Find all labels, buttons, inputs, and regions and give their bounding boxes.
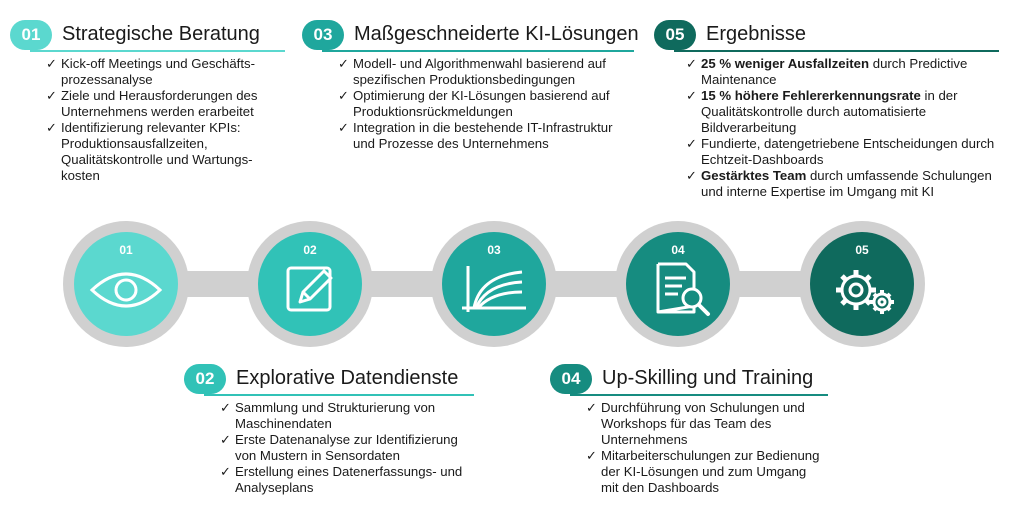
step-01-underline bbox=[30, 50, 285, 52]
step-01-circle-number: 01 bbox=[119, 243, 133, 257]
step-04-underline bbox=[570, 394, 828, 396]
growth-curves-icon bbox=[442, 232, 546, 336]
check-icon: ✓ bbox=[338, 88, 349, 103]
list-item: ✓ Fundierte, datengetriebene Entscheidungen durch Echtzeit-Dashboards bbox=[686, 136, 995, 167]
step-04-block bbox=[550, 364, 840, 496]
step-05-list bbox=[686, 56, 1014, 200]
list-item: ✓ Optimierung der KI-Lösungen basierend auf Produktionsrückmeldungen bbox=[338, 88, 610, 119]
step-03-block bbox=[302, 20, 642, 152]
step-04-badge: 04 bbox=[550, 364, 592, 394]
step-03-badge: 03 bbox=[302, 20, 344, 50]
step-02-ring bbox=[247, 221, 373, 347]
list-item: ✓ Sammlung und Strukturierung von Maschinendaten bbox=[220, 400, 436, 431]
check-icon: ✓ bbox=[338, 56, 349, 71]
step-03-circle bbox=[442, 232, 546, 336]
step-02-block bbox=[184, 364, 484, 496]
step-01-badge: 01 bbox=[10, 20, 52, 50]
list-item: ✓ Durchführung von Schulungen und Workshops für das Team des Unternehmens bbox=[586, 400, 805, 447]
pencil-document-icon bbox=[258, 232, 362, 336]
list-item: ✓ Kick-off Meetings und Geschäfts-prozessanalyse bbox=[46, 56, 255, 87]
step-05-circle bbox=[810, 232, 914, 336]
check-icon: ✓ bbox=[46, 56, 57, 71]
step-03-list bbox=[338, 56, 623, 152]
list-item: ✓ 25 % weniger Ausfallzeiten durch Predictive Maintenance bbox=[686, 56, 968, 87]
check-icon: ✓ bbox=[686, 88, 697, 103]
check-icon: ✓ bbox=[220, 432, 231, 447]
step-04-circle bbox=[626, 232, 730, 336]
check-icon: ✓ bbox=[338, 120, 349, 135]
check-icon: ✓ bbox=[46, 120, 57, 135]
list-item: ✓ Integration in die bestehende IT-Infrastruktur und Prozesse des Unternehmens bbox=[338, 120, 613, 151]
eye-icon bbox=[74, 232, 178, 336]
check-icon: ✓ bbox=[686, 168, 697, 183]
step-05-ring bbox=[799, 221, 925, 347]
step-02-badge: 02 bbox=[184, 364, 226, 394]
step-02-circle bbox=[258, 232, 362, 336]
step-04-ring bbox=[615, 221, 741, 347]
step-01-circle bbox=[74, 232, 178, 336]
list-item: ✓ Ziele und Herausforderungen des Unternehmens werden erarbeitet bbox=[46, 88, 258, 119]
step-01-list bbox=[46, 56, 271, 184]
list-item: ✓ 15 % höhere Fehlererkennungsrate in der Qualitätskontrolle durch automatisierte Bildverarbeitung bbox=[686, 88, 958, 135]
check-icon: ✓ bbox=[586, 448, 597, 463]
step-02-circle-number: 02 bbox=[303, 243, 317, 257]
step-01-block bbox=[10, 20, 280, 184]
check-icon: ✓ bbox=[220, 464, 231, 479]
step-03-title: Maßgeschneiderte KI-Lösungen bbox=[354, 23, 639, 45]
step-02-title: Explorative Datendienste bbox=[236, 367, 459, 389]
step-04-title: Up-Skilling und Training bbox=[602, 367, 814, 389]
check-icon: ✓ bbox=[220, 400, 231, 415]
step-04-circle-number: 04 bbox=[671, 243, 685, 257]
list-item: ✓ Identifizierung relevanter KPIs: Produktionsausfallzeiten, Qualitätskontrolle und Wartungs-kosten bbox=[46, 120, 253, 183]
step-03-circle-number: 03 bbox=[487, 243, 501, 257]
step-03-underline bbox=[322, 50, 634, 52]
check-icon: ✓ bbox=[686, 56, 697, 71]
check-icon: ✓ bbox=[586, 400, 597, 415]
step-01-title: Strategische Beratung bbox=[62, 23, 260, 45]
gears-icon bbox=[810, 232, 914, 336]
check-icon: ✓ bbox=[46, 88, 57, 103]
step-05-badge: 05 bbox=[654, 20, 696, 50]
step-02-underline bbox=[204, 394, 474, 396]
step-01-ring bbox=[63, 221, 189, 347]
list-item: ✓ Mitarbeiterschulungen zur Bedienung der KI-Lösungen und zum Umgang mit den Dashboards bbox=[586, 448, 820, 495]
step-04-list bbox=[586, 400, 826, 496]
list-item: ✓ Modell- und Algorithmenwahl basierend auf spezifischen Produktionsbedingungen bbox=[338, 56, 606, 87]
list-item: ✓ Erstellung eines Datenerfassungs- und Analyseplans bbox=[220, 464, 463, 495]
step-05-block bbox=[654, 20, 1014, 200]
check-icon: ✓ bbox=[686, 136, 697, 151]
document-search-icon bbox=[626, 232, 730, 336]
step-03-ring bbox=[431, 221, 557, 347]
step-02-list bbox=[220, 400, 470, 496]
step-05-circle-number: 05 bbox=[855, 243, 869, 257]
list-item: ✓ Erste Datenanalyse zur Identifizierung von Mustern in Sensordaten bbox=[220, 432, 458, 463]
list-item: ✓ Gestärktes Team durch umfassende Schulungen und interne Expertise im Umgang mit KI bbox=[686, 168, 992, 199]
step-05-underline bbox=[674, 50, 999, 52]
step-05-title: Ergebnisse bbox=[706, 23, 807, 45]
